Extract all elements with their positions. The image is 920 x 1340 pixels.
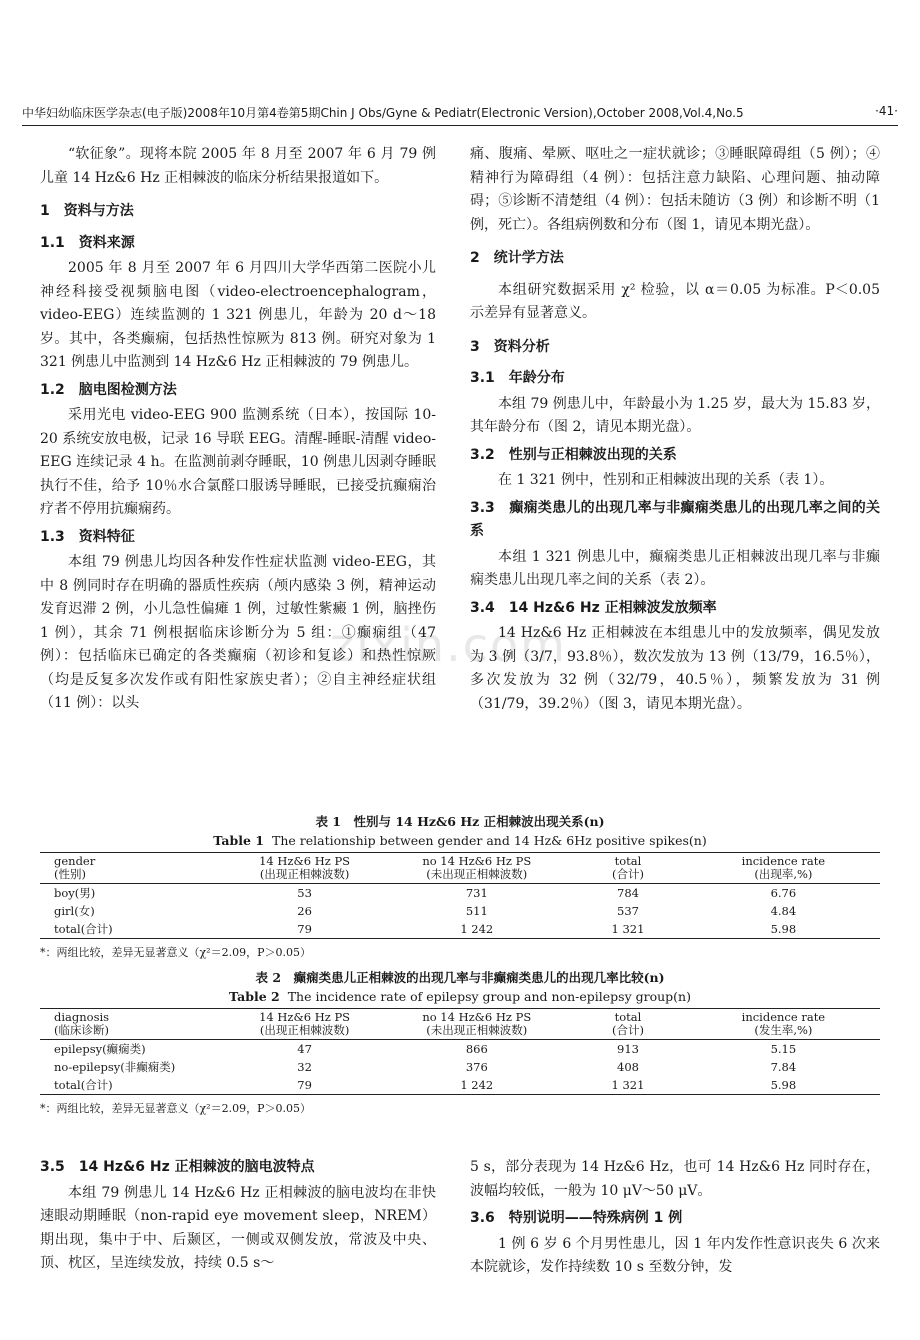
table-cell: 6.76 <box>770 886 797 900</box>
table-2-label: Table 2 <box>229 989 280 1004</box>
table-cell: 913 <box>617 1042 639 1056</box>
table-cell: 47 <box>297 1042 312 1056</box>
table-cell: 866 <box>465 1042 488 1056</box>
table-cell: 511 <box>465 904 488 918</box>
table-header-cell: total (合计) <box>611 1010 644 1037</box>
table-cell: 5.98 <box>770 922 797 936</box>
section-3-6-text: 1 例 6 岁 6 个月男性患儿，因 1 年内发作性意识丧失 6 次来本院就诊，发作持续数 10 s 至数分钟，发 <box>470 1235 880 1275</box>
table-cell: 79 <box>297 1078 312 1092</box>
table-row <box>40 920 880 939</box>
table-cell: 5.98 <box>770 1078 797 1092</box>
table-cell: 79 <box>297 922 312 936</box>
table-header-cell: no 14 Hz&6 Hz PS (未出现正相棘波数) <box>422 1010 532 1037</box>
table-cell: 4.84 <box>770 904 797 918</box>
table-1-label: Table 1 <box>213 833 264 848</box>
table-cell: 1 242 <box>460 1078 494 1092</box>
section-3-2-text: 在 1 321 例中，性别和正相棘波出现的关系（表 1）。 <box>498 472 834 488</box>
page-number: ·41· <box>875 104 898 118</box>
section-2-heading: 2 统计学方法 <box>470 250 564 266</box>
section-3-4-text: 14 Hz&6 Hz 正相棘波在本组患儿中的发放频率，偶见发放为 3 例（3/7，93.8％），数次发放为 13 例（13/79，16.5％），多次发放为 32 例（32/79，40.5％），频繁发放为 31 例（31/79，39.2％）（图 3，请见本期光盘）。 <box>470 625 880 712</box>
section-3-1-heading: 3.1 年龄分布 <box>470 370 565 386</box>
section-3-3-heading: 3.3 癫痫类患儿的出现几率与非癫痫类患儿的出现几率之间的关系 <box>470 499 880 539</box>
section-1-2-text: 采用光电 video-EEG 900 监测系统（日本），按国际 10-20 系统安放电极，记录 16 导联 EEG。清醒-睡眠-清醒 video-EEG 连续记录 4 h。在监测前剥夺睡眠，10 例患儿因剥夺睡眠执行不佳，给予 10％水合氯醛口服诱导睡眠，已接受抗癫痫治疗者不停用抗癫痫药。 <box>40 407 436 517</box>
table-2-caption-en-text: The incidence rate of epilepsy group and non-epilepsy group(n) <box>287 989 691 1004</box>
table-2-caption-en <box>40 989 880 1004</box>
section-1-heading: 1 资料与方法 <box>40 203 134 219</box>
table-header-cell: 14 Hz&6 Hz PS (出现正相棘波数) <box>259 854 351 881</box>
bottom-right-column <box>470 1156 880 1280</box>
table-cell: 1 321 <box>611 1078 645 1092</box>
table-row <box>40 902 880 920</box>
section-1-3-continued: 痛、腹痛、晕厥、呕吐之一症状就诊；③睡眠障碍组（5 例）；④精神行为障碍组（4 例）：包括注意力缺陷、心理问题、抽动障碍；⑤诊断不清楚组（4 例）：包括未随访（3 例）和诊断不明（1 例，死亡）。各组病例数和分布（图 1，请见本期光盘）。 <box>470 146 880 233</box>
table-header-cell: total (合计) <box>611 854 644 881</box>
section-3-4-heading: 3.4 14 Hz&6 Hz 正相棘波发放频率 <box>470 599 717 616</box>
section-3-heading: 3 资料分析 <box>470 338 550 355</box>
table-cell: 376 <box>465 1060 488 1074</box>
table-1-caption-en <box>40 833 880 848</box>
table-cell: 53 <box>297 886 312 900</box>
right-column <box>470 143 880 716</box>
table-2-caption-cn: 表 2 癫痫类患儿正相棘波的出现几率与非癫痫类患儿的出现几率比较(n) <box>255 970 665 985</box>
running-header <box>22 104 898 126</box>
journal-header-text: 中华妇幼临床医学杂志(电子版)2008年10月第4卷第5期Chin J Obs/Gyne & Pediatr(Electronic Version),October 2008,Vol.4,No.5 <box>22 106 744 120</box>
section-1-3-heading: 1.3 资料特征 <box>40 528 135 545</box>
table-cell: 537 <box>617 904 639 918</box>
table-1-caption-cn: 表 1 性别与 14 Hz&6 Hz 正相棘波出现关系(n) <box>315 814 605 829</box>
table-cell: 784 <box>617 886 639 900</box>
table-row <box>40 1040 880 1059</box>
table-header-cell: 14 Hz&6 Hz PS (出现正相棘波数) <box>259 1010 351 1037</box>
table-header-row <box>40 853 880 884</box>
table-2 <box>40 1008 880 1095</box>
table-header-cell: diagnosis (临床诊断) <box>54 1010 110 1037</box>
table-cell: boy(男) <box>54 886 96 900</box>
table-cell: no-epilepsy(非癫痫类) <box>54 1060 176 1074</box>
table-1 <box>40 852 880 939</box>
section-1-1-text: 2005 年 8 月至 2007 年 6 月四川大学华西第二医院小儿神经科接受视频脑电图（video-electroencephalogram，video-EEG）连续监测的 1 321 例患儿，年龄为 20 d～18 岁。其中，各类癫痫，包括热性惊厥为 813 例。研究对象为 1 321 例患儿中监测到 14 Hz&6 Hz 正相棘波的 79 例患儿。 <box>40 260 436 370</box>
table-1-caption-en-text: The relationship between gender and 14 Hz& 6Hz positive spikes(n) <box>271 833 707 848</box>
section-3-5-text: 本组 79 例患儿 14 Hz&6 Hz 正相棘波的脑电波均在非快速眼动期睡眠（non-rapid eye movement sleep，NREM）期出现，集中于中、后颞区，一侧或双侧发放，常波及中央、顶、枕区，呈连续发放，持续 0.5 s～ <box>40 1184 436 1271</box>
table-cell: 7.84 <box>770 1060 797 1074</box>
table-header-cell: incidence rate (发生率,%) <box>741 1010 826 1037</box>
section-2-text: 本组研究数据采用 χ² 检验，以 α＝0.05 为标准。P＜0.05 示差异有显著意义。 <box>470 281 880 321</box>
table-header-cell: no 14 Hz&6 Hz PS (未出现正相棘波数) <box>422 854 532 881</box>
left-column <box>40 143 436 716</box>
table-cell: girl(女) <box>54 904 95 918</box>
table-header-row <box>40 1009 880 1040</box>
table-row <box>40 884 880 903</box>
table-cell: 26 <box>297 904 312 918</box>
section-3-1-text: 本组 79 例患儿中，年龄最小为 1.25 岁，最大为 15.83 岁，其年龄分布（图 2，请见本期光盘）。 <box>470 395 880 435</box>
table-2-note: *：两组比较，差异无显著意义（χ²＝2.09，P＞0.05） <box>40 1102 311 1115</box>
table-cell: 32 <box>297 1060 312 1074</box>
section-1-1-heading: 1.1 资料来源 <box>40 234 135 251</box>
table-cell: 1 242 <box>460 922 494 936</box>
table-cell: total(合计) <box>54 1078 113 1092</box>
section-1-3-text: 本组 79 例患儿均因各种发作性症状监测 video-EEG，其中 8 例同时存在明确的器质性疾病（颅内感染 3 例，精神运动发育迟滞 2 例，小儿急性偏瘫 1 例，过敏性紫癜 1 例，脑挫伤 1 例），其余 71 例根据临床诊断分为 5 组：①癫痫组（47 例）：包括临床已确定的各类癫痫（初诊和复诊）和热性惊厥（均是反复多次发作或有阳性家族史者）；②自主神经症状组（11 例）：以头 <box>40 554 436 711</box>
section-3-5-heading: 3.5 14 Hz&6 Hz 正相棘波的脑电波特点 <box>40 1159 315 1175</box>
section-3-3-text: 本组 1 321 例患儿中，癫痫类患儿正相棘波出现几率与非癫痫类患儿出现几率之间的关系（表 2）。 <box>470 548 880 588</box>
section-3-5-continued: 5 s，部分表现为 14 Hz&6 Hz，也可 14 Hz&6 Hz 同时存在，波幅均较低，一般为 10 μV～50 μV。 <box>470 1159 880 1199</box>
intro-paragraph: “软征象”。现将本院 2005 年 8 月至 2007 年 6 月 79 例儿童 14 Hz&6 Hz 正相棘波的临床分析结果报道如下。 <box>40 146 436 186</box>
table-cell: 1 321 <box>611 922 645 936</box>
table-1-note: *：两组比较，差异无显著意义（χ²＝2.09，P＞0.05） <box>40 946 311 959</box>
section-3-6-heading: 3.6 特别说明——特殊病例 1 例 <box>470 1210 683 1226</box>
watermark-text: zixin.com <box>330 618 567 672</box>
table-row <box>40 1058 880 1076</box>
table-cell: total(合计) <box>54 922 113 936</box>
table-cell: 5.15 <box>770 1042 797 1056</box>
tables-block <box>40 812 880 1118</box>
table-cell: 408 <box>617 1060 639 1074</box>
table-row <box>40 1076 880 1095</box>
table-cell: epilepsy(癫痫类) <box>54 1042 146 1056</box>
table-cell: 731 <box>465 886 488 900</box>
table-header-cell: incidence rate (出现率,%) <box>741 854 826 881</box>
table-header-cell: gender (性别) <box>54 854 96 881</box>
section-1-2-heading: 1.2 脑电图检测方法 <box>40 381 177 398</box>
section-3-2-heading: 3.2 性别与正相棘波出现的关系 <box>470 446 677 463</box>
bottom-left-column <box>40 1156 436 1276</box>
